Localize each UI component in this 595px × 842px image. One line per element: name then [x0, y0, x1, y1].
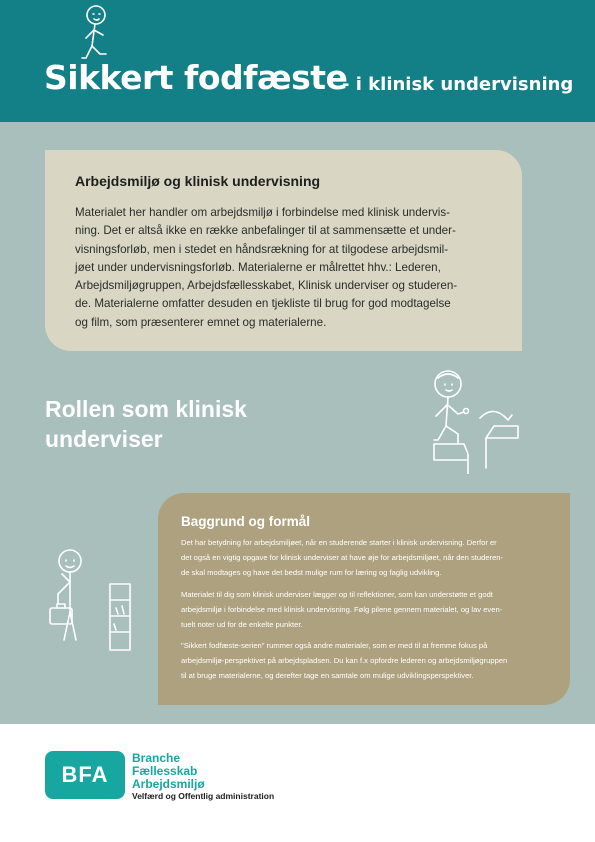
background-box-title: Baggrund og formål [181, 514, 310, 529]
paragraph-line: det også en vigtig opgave for klinisk underviser at have øje for arbejdsmiljøet, når den studeren- [181, 553, 504, 563]
header-banner [0, 0, 595, 122]
intro-line: og film, som præsenterer emnet og materialerne. [75, 315, 327, 329]
paragraph-line: arbejdsmiljø i forbindelse med klinisk undervisning. Følg pilene gennem materialet, og lav even- [181, 605, 503, 615]
section-title [45, 394, 345, 454]
brand-subtitle: Velfærd og Offentlig administration [132, 791, 275, 801]
paragraph-line: Materialet til dig som klinisk underviser lægger op til reflektioner, som kan understøtte et godt [181, 590, 493, 599]
intro-line: Materialet her handler om arbejdsmiljø i forbindelse med klinisk undervis- [75, 206, 451, 219]
bfa-logo: BFA [45, 751, 125, 799]
background-paragraph-2 [181, 587, 547, 633]
brand-name-line: Arbejdsmiljø [132, 777, 205, 791]
brand-name-line: Branche [132, 751, 181, 765]
footer [0, 724, 595, 842]
paragraph-line: Det har betydning for arbejdsmiljøet, når en studerende starter i klinisk undervisning. Derfor er [181, 538, 497, 547]
walking-figure-icon [76, 4, 116, 66]
section-title-line: Rollen som klinisk [45, 396, 247, 422]
paragraph-line: arbejdsmiljø-perspektivet på arbejdspladsen. Du kan f.x opfordre lederen og arbejdsmiljøgruppen [181, 656, 508, 666]
background-paragraph-1 [181, 535, 547, 581]
section-title-line: underviser [45, 426, 163, 452]
intro-box [45, 150, 522, 351]
paragraph-line: "Sikkert fodfæste-serien" rummer også andre materialer, som er med til at fremme fokus på [181, 641, 488, 650]
paragraph-line: til at bruge materialerne, og derefter tage en samtale om mulige udviklingsperspektiver. [181, 671, 474, 681]
background-box [158, 493, 570, 705]
intro-line: jøet under undervisningsforløb. Materialerne er målrettet hhv.: Lederen, [75, 260, 441, 274]
page-title: Sikkert fodfæste [44, 58, 348, 97]
climbing-stairs-figure-icon [418, 368, 528, 474]
intro-line: Arbejdsmiljøgruppen, Arbejdsfællesskabet, Klinisk underviser og studeren- [75, 279, 458, 293]
person-with-briefcase-icon [40, 548, 140, 652]
background-paragraph-3 [181, 638, 547, 684]
intro-line: visningsforløb, men i stedet en håndsrækning for at tilgodese arbejdsmil- [75, 242, 449, 256]
intro-line: de. Materialerne omfatter desuden en tjekliste til brug for god modtagelse [75, 297, 451, 311]
intro-line: ning. Det er altså ikke en række anbefalinger til at sammensætte et under- [75, 224, 456, 238]
paragraph-line: tuelt noter ud for de enkelte punkter. [181, 620, 303, 630]
paragraph-line: de skal modtages og have det bedst mulige rum for læring og faglig udvikling. [181, 568, 442, 578]
intro-box-title: Arbejdsmiljø og klinisk undervisning [75, 173, 321, 189]
page-subtitle: - i klinisk undervisning [342, 74, 574, 95]
intro-box-text [75, 204, 498, 332]
brand-name-line: Fællesskab [132, 764, 198, 778]
